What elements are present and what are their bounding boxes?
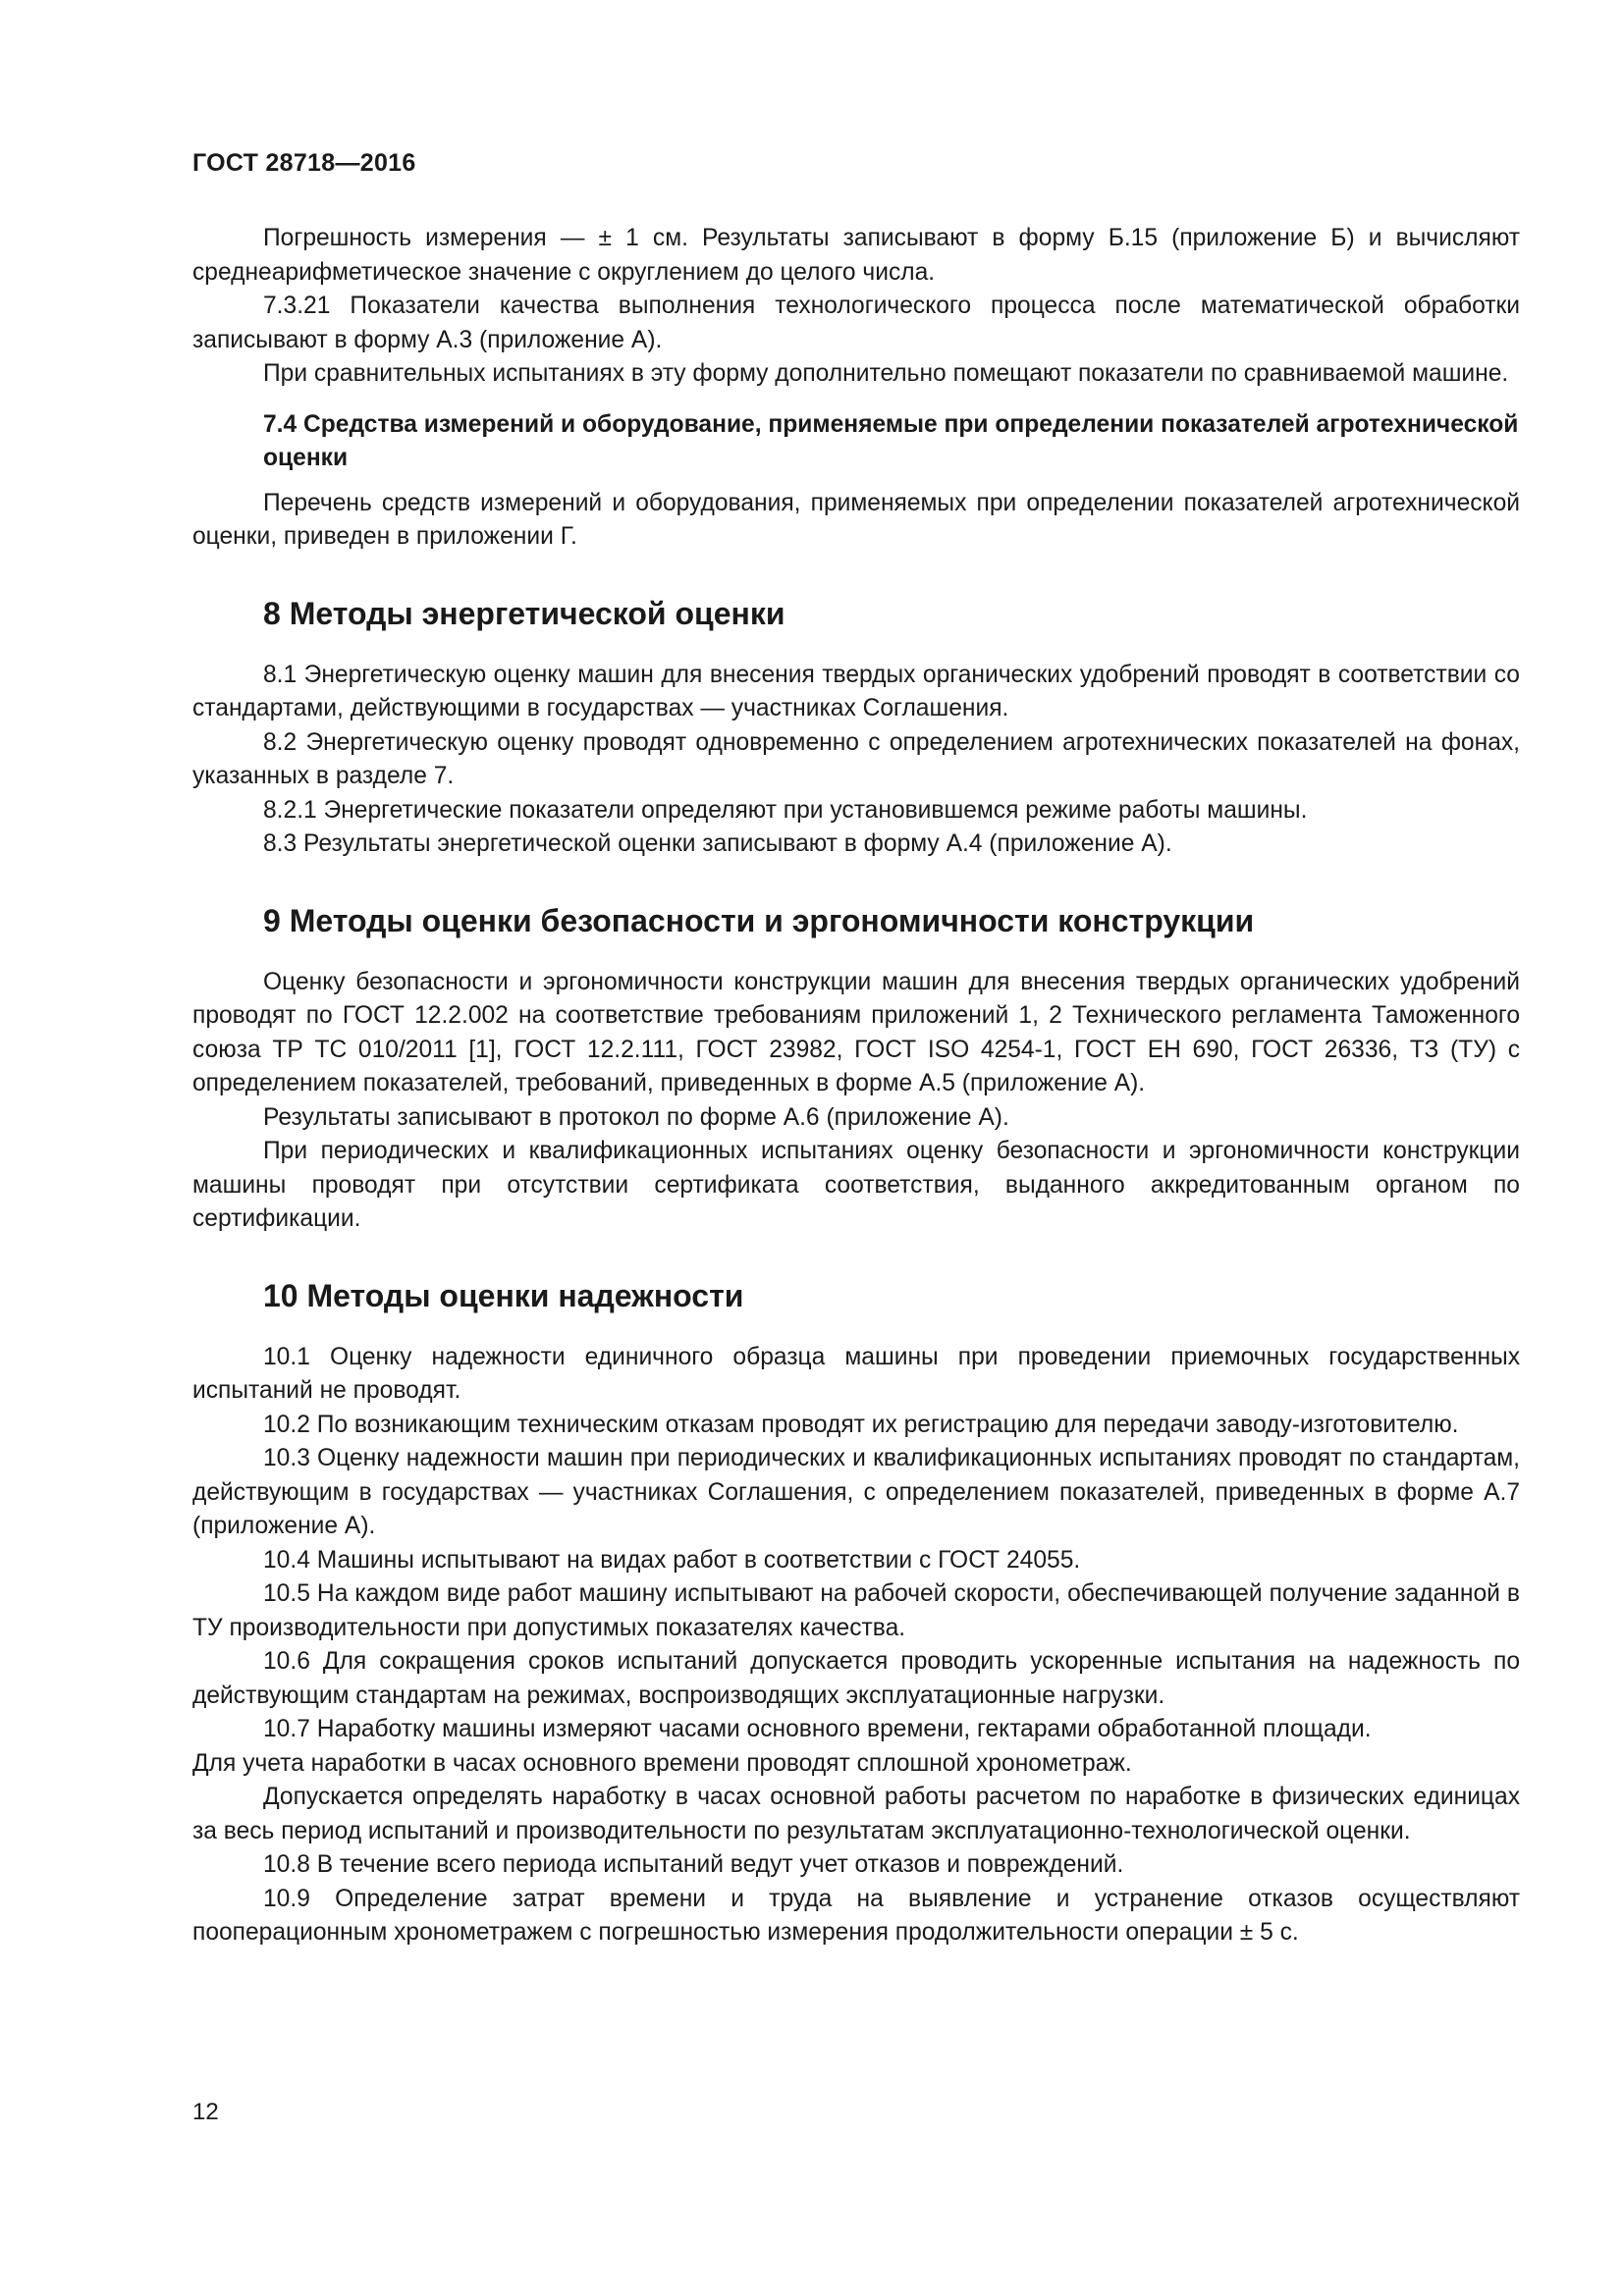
- paragraph-7-3-21: 7.3.21 Показатели качества выполнения технологического процесса после математической обработки записывают в форму А.3 (приложение А).: [192, 293, 1520, 353]
- document-header: ГОСТ 28718—2016: [192, 149, 416, 177]
- subsection-heading-7-4: 7.4 Средства измерений и оборудование, применяемые при определении показателей агротехнической оценки: [263, 410, 1519, 471]
- document-body: [192, 222, 1520, 1950]
- paragraph-10-4: 10.4 Машины испытывают на видах работ в соответствии с ГОСТ 24055.: [263, 1546, 1081, 1574]
- paragraph-10-7-timing: Для учета наработки в часах основного времени проводят сплошной хронометраж.: [192, 1749, 1132, 1777]
- paragraph-8-1: 8.1 Энергетическую оценку машин для внесения твердых органических удобрений проводят в соответствии со стандартами, действующими в государствах — участниках Соглашения.: [192, 661, 1520, 721]
- paragraph-measurement-error: Погрешность измерения — ± 1 см. Результаты записывают в форму Б.15 (приложение Б) и вычисляют среднеарифметическое значение с округлением до целого числа.: [192, 225, 1520, 286]
- paragraph-8-2: 8.2 Энергетическую оценку проводят одновременно с определением агротехнических показателей на фонах, указанных в разделе 7.: [192, 728, 1520, 789]
- paragraph-10-8: 10.8 В течение всего периода испытаний ведут учет отказов и повреждений.: [263, 1851, 1124, 1878]
- paragraph-10-5: 10.5 На каждом виде работ машину испытывают на рабочей скорости, обеспечивающей получение заданной в ТУ производительности при допустимых показателях качества.: [192, 1580, 1520, 1641]
- paragraph-10-6: 10.6 Для сокращения сроков испытаний допускается проводить ускоренные испытания на надежность по действующим стандартам на режимах, воспроизводящих эксплуатационные нагрузки.: [192, 1648, 1520, 1709]
- section-heading-10: 10 Методы оценки надежности: [263, 1277, 744, 1313]
- paragraph-10-7: 10.7 Наработку машины измеряют часами основного времени, гектарами обработанной площади.: [263, 1716, 1372, 1742]
- paragraph-10-9: 10.9 Определение затрат времени и труда на выявление и устранение отказов осуществляют пооперационным хронометражем с погрешностью измерения продолжительности операции ± 5 с.: [192, 1885, 1520, 1946]
- paragraph-9-results: Результаты записывают в протокол по форме А.6 (приложение А).: [263, 1103, 1009, 1131]
- paragraph-8-3: 8.3 Результаты энергетической оценки записывают в форму А.4 (приложение А).: [263, 830, 1172, 857]
- page-number: 12: [192, 2099, 219, 2125]
- paragraph-comparative-tests: При сравнительных испытаниях в эту форму дополнительно помещают показатели по сравниваемой машине.: [263, 360, 1509, 387]
- paragraph-9-safety: Оценку безопасности и эргономичности конструкции машин для внесения твердых органических удобрений проводят по ГОСТ 12.2.002 на соответствие требованиям приложений 1, 2 Технического регламента Таможенного союза ТР ТС 010/2011 [1], ГОСТ 12.2.111, ГОСТ 23982, ГОСТ ISO 4254-1, ГОСТ EH 690, ГОСТ 26336, ТЗ (ТУ) с определением показателей, требований, приведенных в форме А.5 (приложение А).: [192, 968, 1520, 1096]
- paragraph-10-2: 10.2 По возникающим техническим отказам проводят их регистрацию для передачи заводу-изготовителю.: [263, 1411, 1459, 1438]
- section-heading-8: 8 Методы энергетической оценки: [263, 595, 785, 631]
- paragraph-10-7-allowed: Допускается определять наработку в часах основной работы расчетом по наработке в физических единицах за весь период испытаний и производительности по результатам эксплуатационно-технологической оценки.: [192, 1784, 1520, 1844]
- paragraph-10-1: 10.1 Оценку надежности единичного образца машины при проведении приемочных государственных испытаний не проводят.: [192, 1343, 1520, 1404]
- paragraph-9-periodic: При периодических и квалификационных испытаниях оценку безопасности и эргономичности конструкции машины проводят при отсутствии сертификата соответствия, выданного аккредитованным органом по сертификации.: [192, 1138, 1520, 1232]
- paragraph-7-4-list: Перечень средств измерений и оборудования, применяемых при определении показателей агротехнической оценки, приведен в приложении Г.: [192, 489, 1520, 550]
- section-heading-9: 9 Методы оценки безопасности и эргономичности конструкции: [263, 902, 1255, 938]
- paragraph-8-2-1: 8.2.1 Энергетические показатели определяют при установившемся режиме работы машины.: [263, 796, 1308, 824]
- paragraph-10-3: 10.3 Оценку надежности машин при периодических и квалификационных испытаниях проводят по стандартам, действующим в государствах — участниках Соглашения, с определением показателей, приведенных в форме А.7 (приложение А).: [192, 1445, 1520, 1539]
